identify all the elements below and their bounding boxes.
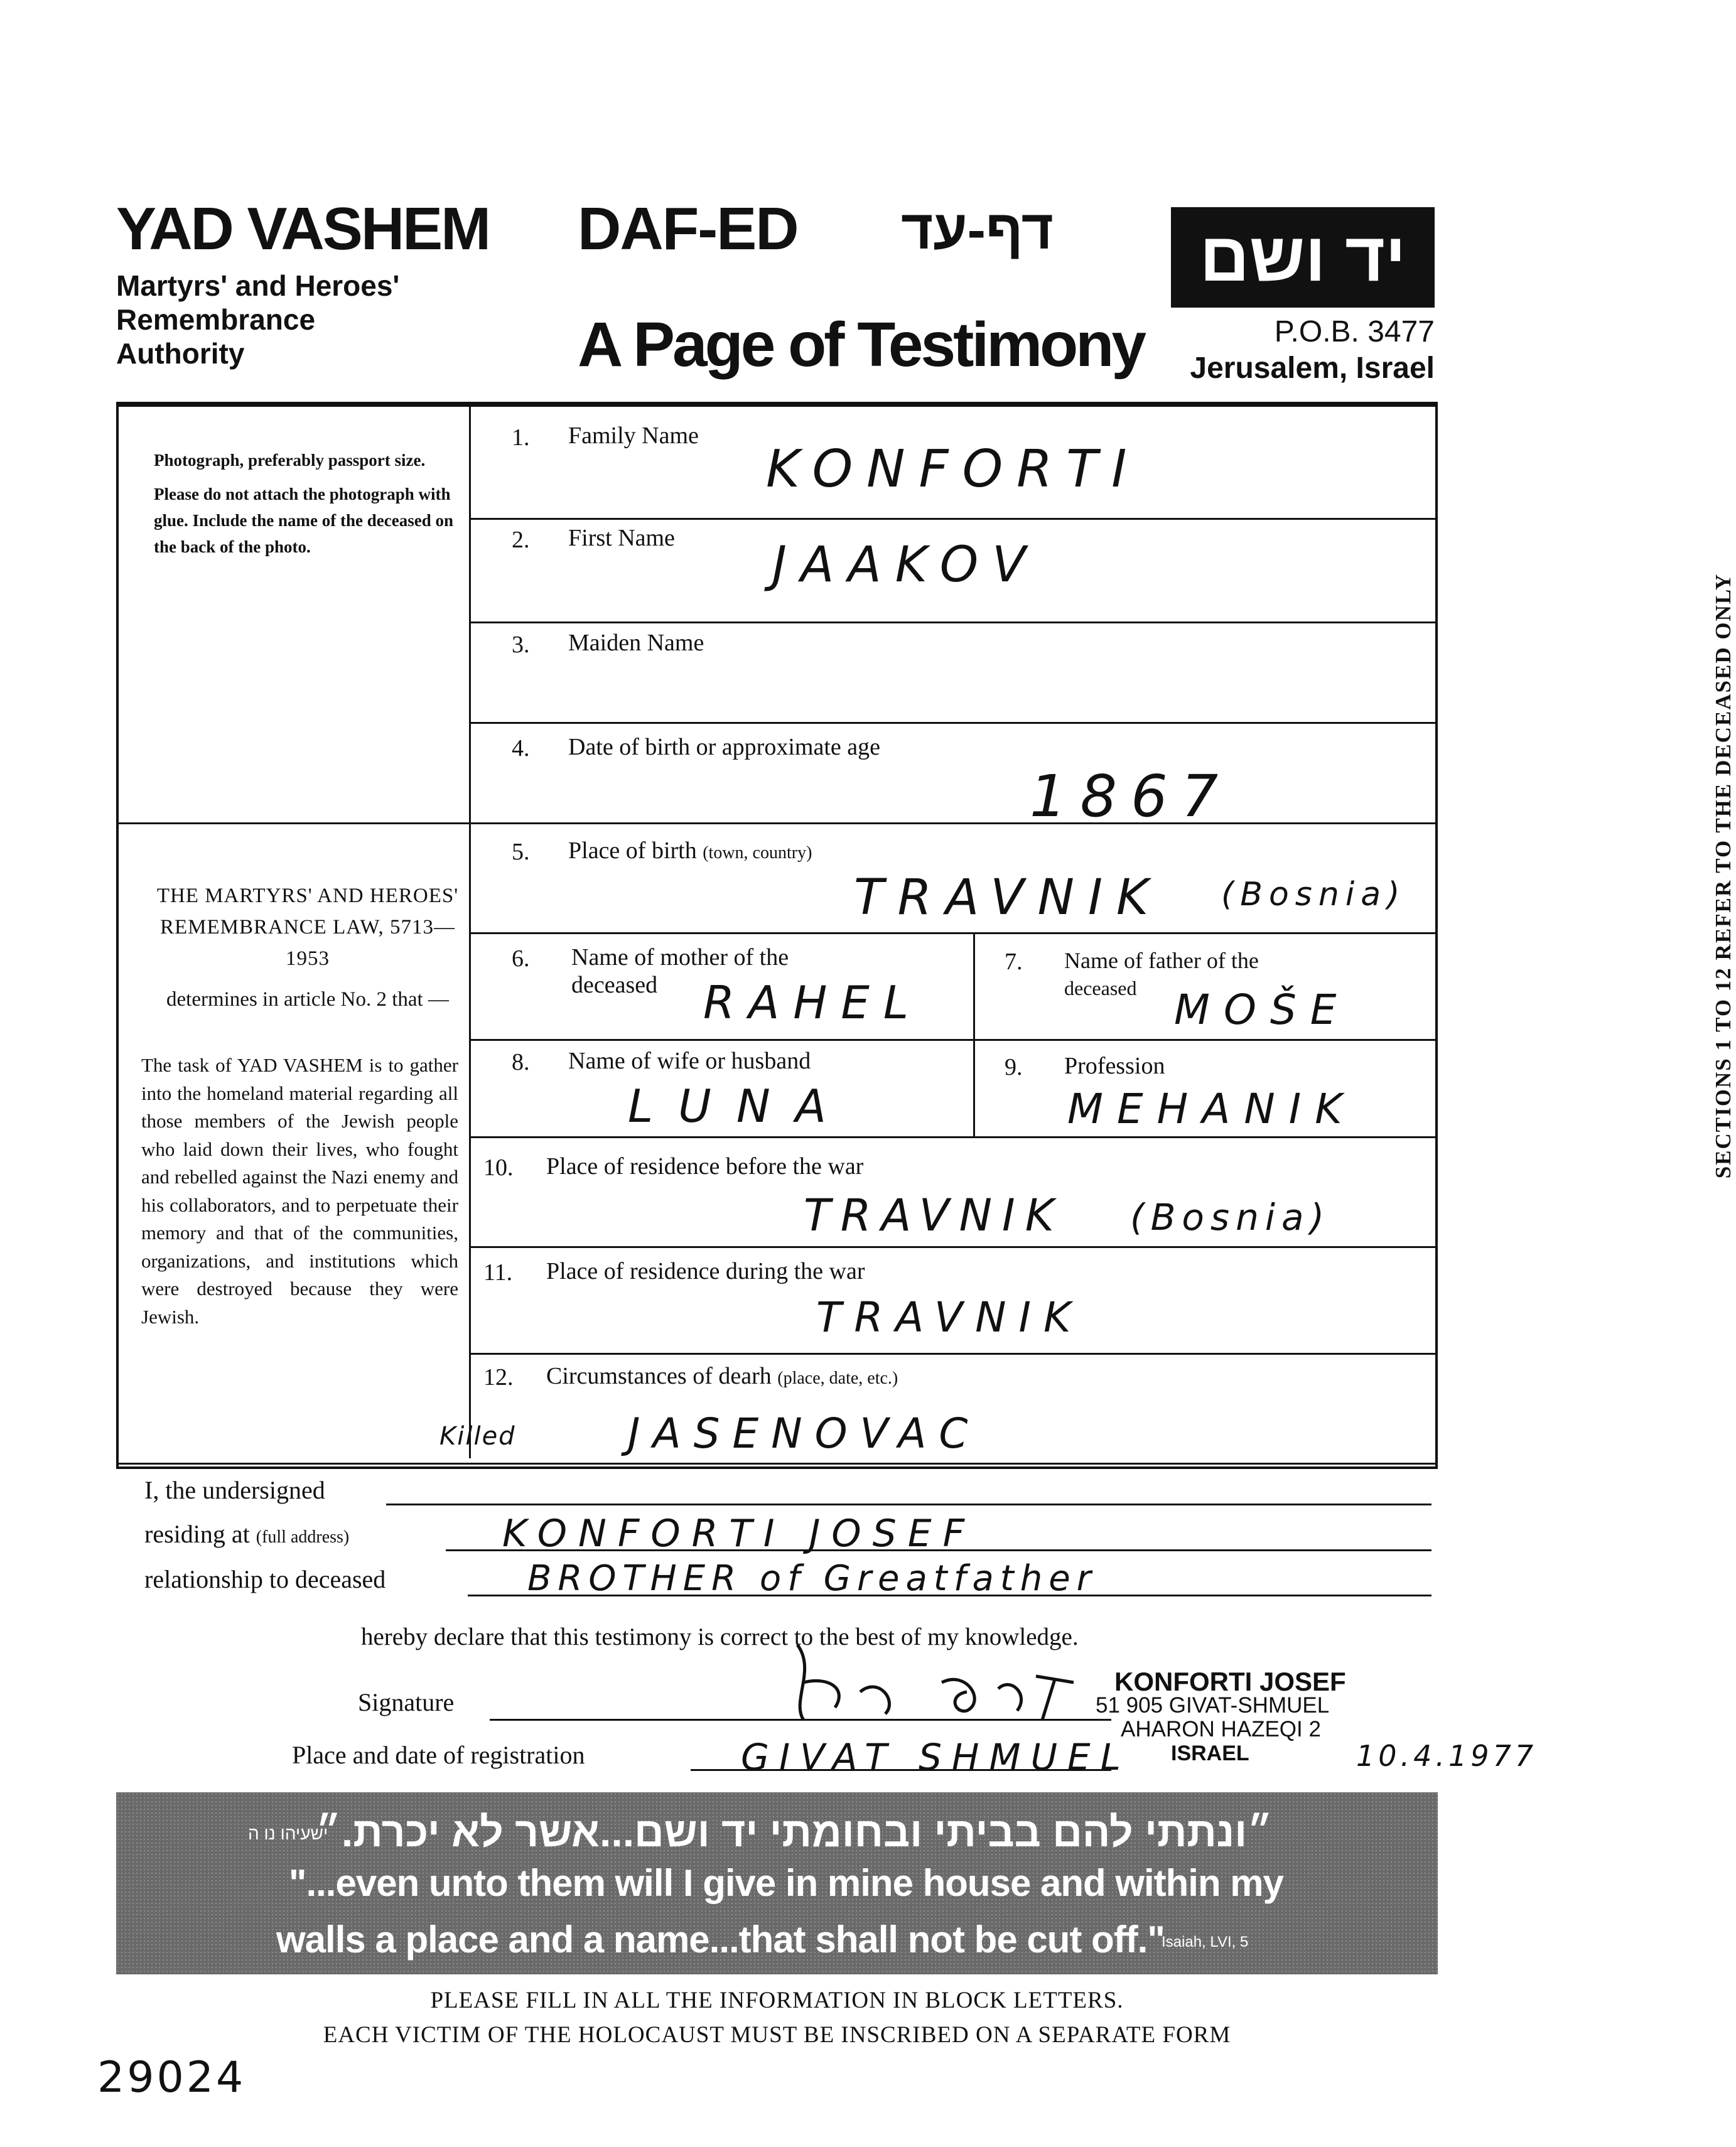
field-8-value[interactable]: LUNA <box>628 1080 851 1133</box>
mid-divider <box>973 932 975 1136</box>
field-12-hint: (place, date, etc.) <box>777 1369 898 1388</box>
photo-note: Photograph, preferably passport size. Please do not attach the photograph with glue. Include the name of the deceased on the back of the photo. <box>154 451 453 556</box>
field-4-value[interactable]: 1867 <box>1030 763 1232 830</box>
field-1-value[interactable]: KONFORTI <box>766 439 1141 499</box>
banner-english-1: "...even unto them will I give in mine house and within my <box>289 1862 1284 1904</box>
undersigned-label: I, the undersigned <box>144 1476 325 1504</box>
field-9-label: Profession <box>1064 1053 1165 1079</box>
field-5-num: 5. <box>512 839 530 865</box>
field-6-num: 6. <box>512 945 530 972</box>
field-2-value[interactable]: JAAKOV <box>772 537 1040 593</box>
field-9-value[interactable]: MEHANIK <box>1067 1085 1356 1133</box>
pob: P.O.B. 3477 <box>1274 315 1435 348</box>
field-11-value[interactable]: TRAVNIK <box>816 1293 1084 1342</box>
residing-label: residing at (full address) <box>144 1520 350 1548</box>
field-1-num: 1. <box>512 424 530 451</box>
field-12-label: Circumstances of dearh (place, date, etc.) <box>546 1363 898 1389</box>
date-value[interactable]: 10.4.1977 <box>1356 1739 1538 1773</box>
field-10-num: 10. <box>483 1154 514 1181</box>
address-block <box>1171 314 1435 387</box>
banner-english-2: walls a place and a name...that shall not be cut off." <box>276 1918 1165 1961</box>
field-4-label: Date of birth or approximate age <box>568 734 880 760</box>
footer-line-1: PLEASE FILL IN ALL THE INFORMATION IN BLOCK LETTERS. <box>430 1988 1124 2013</box>
law-determines: determines in article No. 2 that — <box>166 988 449 1011</box>
field-12-value[interactable]: JASENOVAC <box>628 1409 981 1458</box>
org-name: YAD VASHEM <box>116 195 490 262</box>
declare-text: hereby declare that this testimony is correct to the best of my knowledge. <box>361 1623 1079 1650</box>
field-12-num: 12. <box>483 1364 514 1391</box>
field-10-value-country[interactable]: (Bosnia) <box>1130 1196 1331 1239</box>
form-name-hebrew: דף-עד <box>901 198 1054 261</box>
field-5-label: Place of birth (town, country) <box>568 837 812 864</box>
banner-ref: Isaiah, LVI, 5 <box>1162 1934 1249 1951</box>
field-3-num: 3. <box>512 632 530 658</box>
relationship-label: relationship to deceased <box>144 1565 386 1593</box>
left-divider <box>118 822 470 824</box>
banner-hebrew: ״ונתתי להם בביתי ובחומתי יד ושם...אשר לא יכרת.״ <box>315 1809 1273 1855</box>
field-2-num: 2. <box>512 527 530 553</box>
undersigned-line[interactable] <box>386 1504 1431 1505</box>
field-10-value[interactable]: TRAVNIK <box>804 1190 1064 1241</box>
document-number: 29024 <box>97 2053 246 2102</box>
field-1-label: Family Name <box>568 422 699 449</box>
place-value[interactable]: GIVAT SHMUEL <box>741 1736 1131 1778</box>
field-6-label: Name of mother of the deceased <box>571 944 789 998</box>
field-12-prefix[interactable]: Killed <box>439 1422 516 1451</box>
field-8-label: Name of wife or husband <box>568 1048 811 1074</box>
org-subtitle: Martyrs' and Heroes' Remembrance Authority <box>116 269 400 370</box>
field-7-label: Name of father of the deceased <box>1064 948 1259 999</box>
field-7-num: 7. <box>1005 949 1023 975</box>
field-9-num: 9. <box>1005 1054 1023 1080</box>
residing-value[interactable]: KONFORTI JOSEF <box>502 1512 976 1556</box>
place-date-label: Place and date of registration <box>292 1741 585 1769</box>
banner-hebrew-ref: ישעיהו נו ה <box>248 1824 328 1843</box>
field-8-num: 8. <box>512 1049 530 1075</box>
side-note: SECTIONS 1 TO 12 REFER TO THE DECEASED ONLY <box>1711 573 1735 1179</box>
field-5-value[interactable]: TRAVNIK <box>854 869 1163 926</box>
address-stamp: KONFORTI JOSEF 51 905 GIVAT-SHMUEL AHARON HAZEQI 2 ISRAEL <box>1096 1667 1346 1765</box>
relationship-value[interactable]: BROTHER of Greatfather <box>527 1558 1097 1599</box>
field-5-hint: (town, country) <box>703 843 812 863</box>
signature-label: Signature <box>358 1688 455 1716</box>
field-11-label: Place of residence during the war <box>546 1258 865 1284</box>
city: Jerusalem, Israel <box>1190 352 1435 385</box>
form-name: DAF-ED <box>578 195 798 262</box>
field-10-label: Place of residence before the war <box>546 1153 864 1180</box>
form-title: A Page of Testimony <box>578 309 1144 380</box>
field-2-label: First Name <box>568 525 675 551</box>
field-6-value[interactable]: RAHEL <box>703 976 923 1029</box>
hebrew-logo: יד ושם <box>1171 207 1435 308</box>
law-heading: THE MARTYRS' AND HEROES' REMEMBRANCE LAW, 5713—1953 <box>156 885 459 970</box>
field-3-label: Maiden Name <box>568 630 704 656</box>
field-11-num: 11. <box>483 1259 513 1286</box>
field-7-value[interactable]: MOŠE <box>1174 986 1351 1034</box>
law-body: The task of YAD VASHEM is to gather into the homeland material regarding all those members of the Jewish people who laid down their lives, who fought and rebelled against the Nazi enemy and his collaborators, and to perpetuate their memory and that of the communities, organizations, and institutions which were destroyed because they were Jewish. <box>141 1054 458 1328</box>
footer-line-2: EACH VICTIM OF THE HOLOCAUST MUST BE INSCRIBED ON A SEPARATE FORM <box>323 2022 1231 2048</box>
signature-mark <box>779 1632 1105 1726</box>
field-4-num: 4. <box>512 735 530 761</box>
field-5-value-country[interactable]: (Bosnia) <box>1221 876 1406 913</box>
